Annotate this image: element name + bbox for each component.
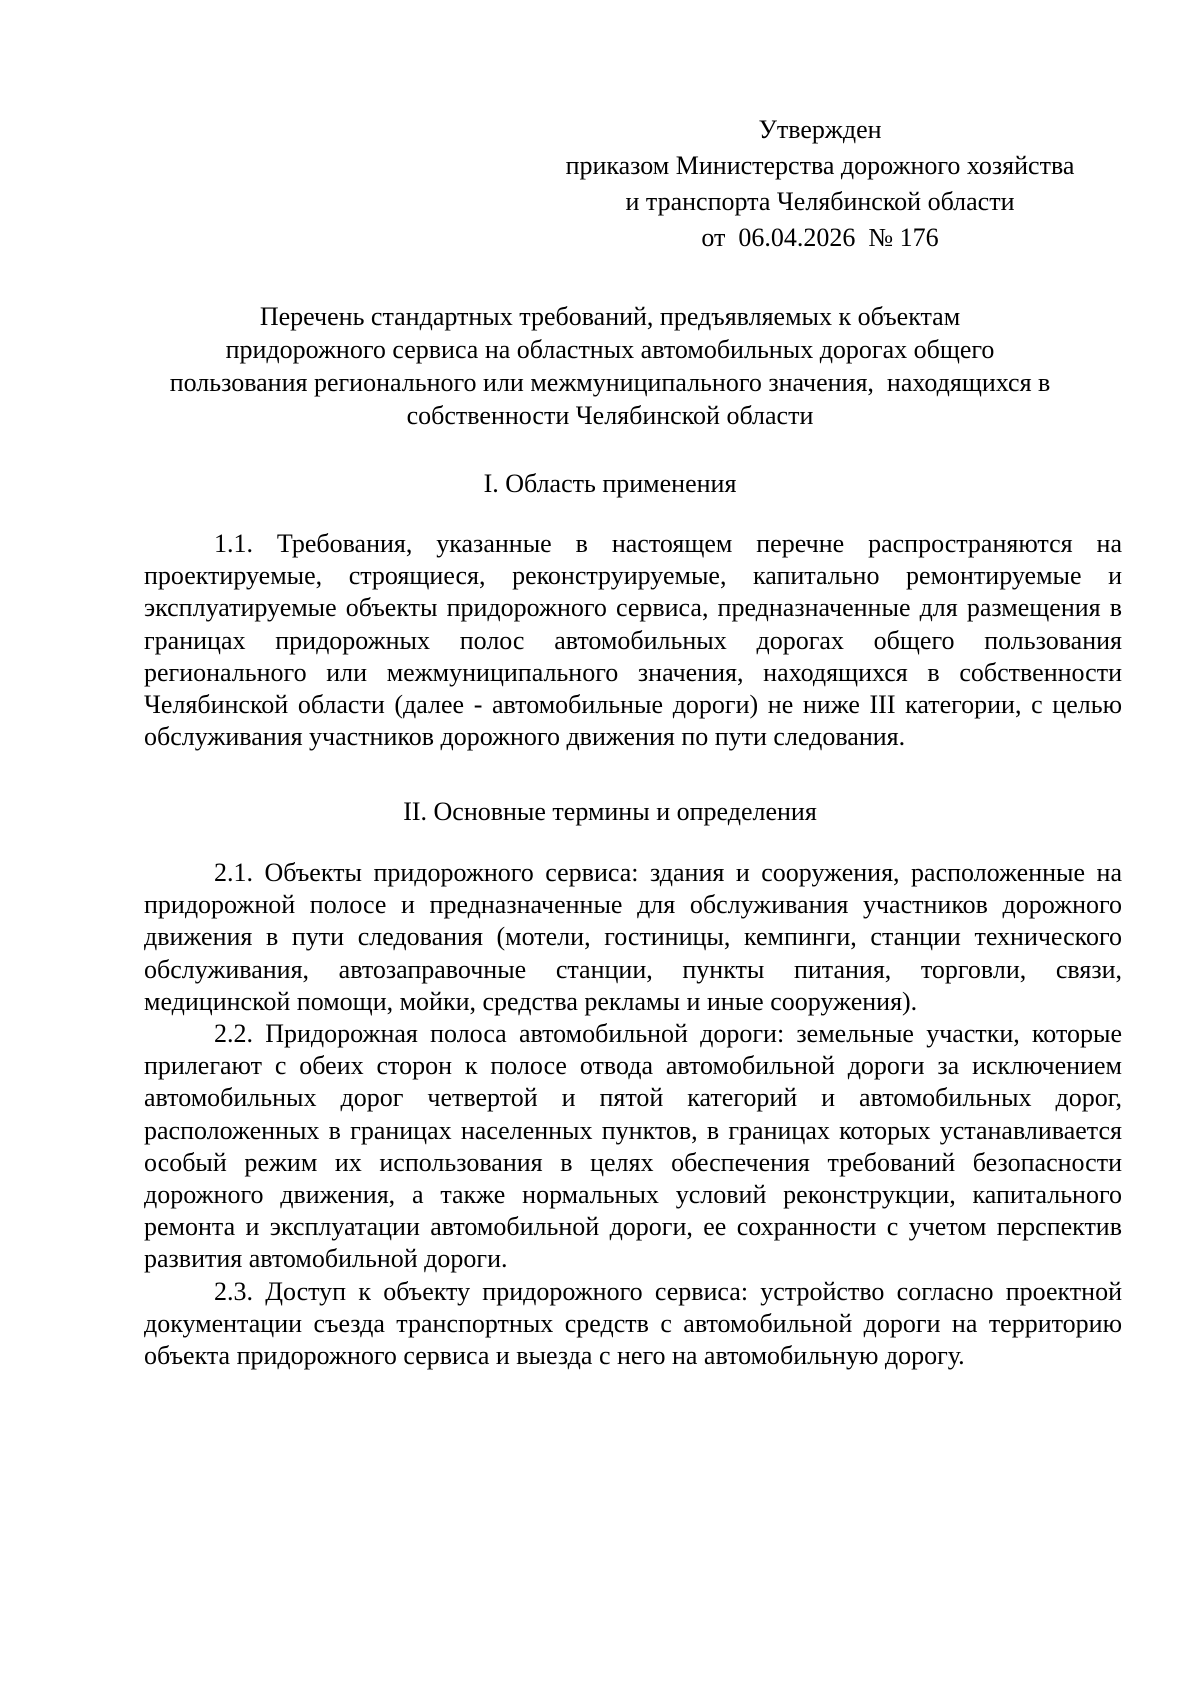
title-line: пользования регионального или межмуниципального значения, находящихся в [169,368,1051,397]
document-title [130,300,1090,432]
title-line: Перечень стандартных требований, предъявляемых к объектам [259,302,961,331]
title-line: придорожного сервиса на областных автомобильных дорогах общего [225,335,995,364]
paragraph-2-3: 2.3. Доступ к объекту придорожного сервиса: устройство согласно проектной документации съезда транспортных средств с автомобильной дороги на территорию объекта придорожного сервиса и выезда с него на автомобильную дорогу. [144,1276,1122,1371]
section-heading-1: I. Область применения [483,469,737,498]
approval-line: от 06.04.2026 № 176 [701,223,939,252]
approval-line: приказом Министерства дорожного хозяйства [565,151,1075,180]
paragraph-2-1: 2.1. Объекты придорожного сервиса: здания и сооружения, расположенные на придорожной полосе и предназначенные для обслуживания участников дорожного движения в пути следования (мотели, гостиницы, кемпинги, станции технического обслуживания, автозаправочные станции, пункты питания, торговли, связи, медицинской помощи, мойки, средства рекламы и иные сооружения). [144,858,1122,1016]
approval-block [540,112,1100,256]
approval-line: Утвержден [758,115,882,144]
section-2-body [144,857,1122,1372]
approval-line: и транспорта Челябинской области [625,187,1015,216]
section-heading-2: II. Основные термины и определения [403,797,817,826]
paragraph-1-1: 1.1. Требования, указанные в настоящем перечне распространяются на проектируемые, строящиеся, реконструируемые, капитально ремонтируемые и эксплуатируемые объекты придорожного сервиса, предназначенные для размещения в границах придорожных полос автомобильных дорогах общего пользования регионального или межмуниципального значения, находящихся в собственности Челябинской области (далее - автомобильные дороги) не ниже III категории, с целью обслуживания участников дорожного движения по пути следования. [144,529,1122,752]
section-1-body [144,528,1122,753]
paragraph-2-2: 2.2. Придорожная полоса автомобильной дороги: земельные участки, которые прилегают с обеих сторон к полосе отвода автомобильной дороги за исключением автомобильных дорог четвертой и пятой категорий и автомобильных дорог, расположенных в границах населенных пунктов, в границах которых устанавливается особый режим их использования в целях обеспечения требований безопасности дорожного движения, а также нормальных условий реконструкции, капитального ремонта и эксплуатации автомобильной дороги, ее сохранности с учетом перспектив развития автомобильной дороги. [144,1019,1122,1274]
title-line: собственности Челябинской области [406,401,814,430]
